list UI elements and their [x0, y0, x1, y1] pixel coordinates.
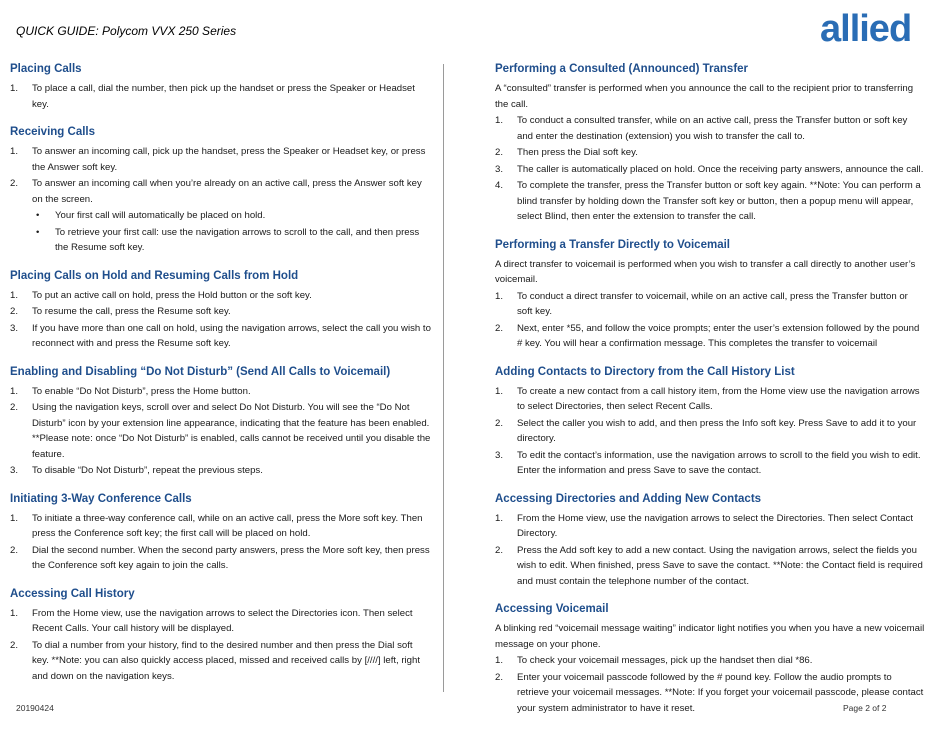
steps-list — [10, 511, 432, 574]
section-heading: Adding Contacts to Directory from the Call History List — [495, 365, 795, 378]
step-number: 3. — [495, 163, 504, 175]
section-intro: A “consulted” transfer is performed when you announce the call to the recipient prior to transferring the call. — [495, 83, 914, 110]
step-item — [495, 511, 925, 542]
section-heading: Placing Calls — [10, 63, 82, 75]
step-number: 1. — [495, 115, 504, 126]
steps-list — [10, 606, 432, 685]
steps-list — [10, 384, 432, 479]
step-number: 1. — [10, 289, 19, 301]
step-text: Using the navigation keys, scroll over and select Do Not Disturb. You will see the “Do Not Disturb” icon by your extension line appearance, indicating that the feature has been enabled. **Please note: once “Do Not Disturb” is enabled, calls cannot be received until you disable the feature. — [32, 402, 431, 460]
bullet-icon: • — [36, 210, 40, 221]
step-item — [495, 178, 925, 225]
section-performing-a-consulted-announced-transfer — [495, 62, 925, 225]
step-text: Then press the Dial soft key. — [517, 147, 638, 158]
section-enabling-and-disabling-do-not-disturb-send-all-calls-to-voicemail — [10, 365, 432, 479]
step-number: 4. — [495, 180, 504, 191]
step-number: 1. — [10, 512, 19, 524]
section-heading: Performing a Transfer Directly to Voicemail — [495, 238, 730, 251]
bullet-item — [10, 208, 432, 224]
steps-list — [495, 113, 925, 225]
step-item — [495, 113, 925, 144]
steps-list — [495, 384, 925, 479]
step-item — [10, 321, 432, 352]
step-number: 2. — [495, 671, 504, 683]
step-item — [10, 400, 432, 462]
section-initiating-3-way-conference-calls — [10, 492, 432, 574]
steps-list — [10, 81, 432, 112]
step-item — [10, 176, 432, 207]
step-number: 1. — [495, 290, 504, 302]
step-text: Dial the second number. When the second party answers, press the More soft key, then press the Conference soft key again to join the calls. — [32, 544, 430, 571]
step-text: Select the caller you wish to add, and then press the Info soft key. Press Save to add it to your directory. — [517, 417, 917, 444]
section-intro: A blinking red “voicemail message waiting” indicator light notifies you when you have a new voicemail message on your phone. — [495, 623, 925, 650]
bullet-icon: • — [36, 226, 40, 238]
step-text: To check your voicemail messages, pick up the handset then dial *86. — [517, 655, 813, 666]
step-number: 3. — [10, 465, 19, 476]
document-title: QUICK GUIDE: Polycom VVX 250 Series — [16, 24, 237, 38]
step-item — [495, 321, 925, 352]
step-item — [495, 145, 925, 161]
steps-list — [495, 511, 925, 590]
left-column — [10, 62, 432, 697]
step-text: To conduct a direct transfer to voicemail, while on an active call, press the Transfer button or soft key. — [517, 290, 908, 317]
step-text: To answer an incoming call, pick up the handset, press the Speaker or Headset key, or press the Answer soft key. — [32, 146, 426, 173]
step-item — [10, 144, 432, 175]
step-text: Enter your voicemail passcode followed by the # pound key. Follow the audio prompts to retrieve your voicemail messages. **Note: If you forget your voicemail passcode, please contact your system administrator to have it reset. — [517, 671, 924, 714]
step-item — [495, 543, 925, 590]
step-item — [495, 448, 925, 479]
bullet-item — [10, 225, 432, 256]
section-accessing-directories-and-adding-new-contacts — [495, 492, 925, 590]
section-heading: Receiving Calls — [10, 126, 96, 138]
step-text: If you have more than one call on hold, using the navigation arrows, select the call you wish to reconnect with and press the Resume soft key. — [32, 322, 431, 349]
step-text: To enable “Do Not Disturb”, press the Home button. — [32, 385, 251, 397]
section-heading: Accessing Voicemail — [495, 603, 609, 615]
section-intro: A direct transfer to voicemail is performed when you wish to transfer a call directly to another user’s voicemail. — [495, 258, 916, 285]
section-heading: Accessing Call History — [10, 587, 135, 600]
step-item — [10, 463, 432, 479]
footer-date: 20190424 — [16, 703, 54, 713]
section-performing-a-transfer-directly-to-voicemail — [495, 238, 925, 352]
step-number: 2. — [10, 639, 19, 651]
step-text: To create a new contact from a call history item, from the Home view use the navigation arrows to select Directories, then select Recent Calls. — [517, 385, 920, 412]
step-number: 2. — [495, 147, 504, 158]
step-item — [495, 384, 925, 415]
step-text: To resume the call, press the Resume soft key. — [32, 306, 231, 317]
step-number: 1. — [495, 655, 504, 666]
step-number: 2. — [495, 322, 504, 334]
step-item — [10, 543, 432, 574]
step-number: 2. — [10, 306, 19, 317]
section-receiving-calls — [10, 125, 432, 256]
steps-list — [10, 144, 432, 256]
step-text: From the Home view, use the navigation arrows to select the Directories. Then select Contact Directory. — [517, 512, 914, 539]
step-number: 2. — [495, 544, 504, 556]
step-text: To put an active call on hold, press the Hold button or the soft key. — [32, 289, 312, 301]
steps-list — [495, 289, 925, 352]
step-text: To initiate a three-way conference call, while on an active call, press the More soft key. Then press the Conference soft key; the first call will be placed on hold. — [32, 512, 423, 539]
step-item — [495, 289, 925, 320]
step-text: To edit the contact’s information, use the navigation arrows to scroll to the field you wish to edit. Enter the information and press Save to save the contact. — [517, 449, 921, 476]
step-item — [10, 606, 432, 637]
step-number: 2. — [10, 544, 19, 556]
section-adding-contacts-to-directory-from-the-call-history-list — [495, 365, 925, 479]
column-divider — [443, 64, 444, 692]
step-item — [10, 288, 432, 304]
section-accessing-voicemail — [495, 602, 925, 716]
step-text: Press the Add soft key to add a new contact. Using the navigation arrows, select the fields you wish to edit. When finished, press Save to save the contact. **Note: the Contact field is required and must contain the telephone number of the contact. — [517, 544, 923, 587]
step-number: 1. — [10, 146, 19, 157]
step-number: 3. — [10, 322, 19, 334]
bullet-text: Your first call will automatically be placed on hold. — [55, 210, 266, 221]
bullet-text: To retrieve your first call: use the navigation arrows to scroll to the call, and then press the Resume soft key. — [55, 226, 420, 253]
step-number: 1. — [10, 83, 19, 94]
step-text: To complete the transfer, press the Transfer button or soft key again. **Note: You can perform a blind transfer by holding down the Transfer soft key or button, then a popup menu will appear, select Blind, then enter the extension to transfer the call. — [517, 180, 921, 222]
step-item — [10, 511, 432, 542]
step-number: 1. — [495, 385, 504, 397]
step-text: To place a call, dial the number, then pick up the handset or press the Speaker or Headset key. — [32, 83, 415, 110]
step-item — [10, 304, 432, 320]
page-number: Page 2 of 2 — [843, 703, 887, 713]
step-text: To answer an incoming call when you’re already on an active call, press the Answer soft key on the screen. — [32, 178, 422, 205]
step-item — [495, 162, 925, 178]
section-heading: Enabling and Disabling “Do Not Disturb” (Send All Calls to Voicemail) — [10, 365, 391, 378]
step-text: To conduct a consulted transfer, while on an active call, press the Transfer button or soft key and enter the destination (extension) you wish to transfer the call to. — [517, 115, 908, 142]
right-column — [495, 62, 925, 729]
step-text: To dial a number from your history, find to the desired number and then press the Dial soft key. **Note: you can also quickly access placed, missed and received calls by [////] left, right and down on the navigation keys. — [32, 639, 421, 682]
section-accessing-call-history — [10, 587, 432, 685]
step-item — [10, 81, 432, 112]
step-number: 1. — [10, 385, 19, 397]
step-number: 2. — [10, 178, 19, 189]
bullet-list — [10, 208, 432, 256]
step-number: 1. — [495, 512, 504, 524]
step-text: From the Home view, use the navigation arrows to select the Directories icon. Then select Recent Calls. Your call history will be displayed. — [32, 607, 413, 634]
section-heading: Initiating 3-Way Conference Calls — [10, 492, 192, 505]
section-heading: Accessing Directories and Adding New Contacts — [495, 492, 762, 505]
step-number: 3. — [495, 449, 504, 461]
steps-list — [10, 288, 432, 352]
step-item — [10, 384, 432, 400]
step-number: 2. — [495, 417, 504, 429]
step-text: Next, enter *55, and follow the voice prompts; enter the user’s extension followed by the pound # key. You will hear a confirmation message. This completes the transfer to voicemail — [517, 322, 920, 349]
section-heading: Placing Calls on Hold and Resuming Calls from Hold — [10, 269, 299, 282]
step-text: The caller is automatically placed on hold. Once the receiving party answers, announce the call. — [517, 163, 924, 175]
step-text: To disable “Do Not Disturb”, repeat the previous steps. — [32, 465, 263, 476]
step-item — [10, 638, 432, 685]
step-item — [495, 653, 925, 669]
step-number: 1. — [10, 607, 19, 619]
section-placing-calls — [10, 62, 432, 112]
section-placing-calls-on-hold-and-resuming-calls-from-hold — [10, 269, 432, 352]
allied-logo: allied — [820, 8, 912, 50]
step-number: 2. — [10, 402, 19, 413]
section-heading: Performing a Consulted (Announced) Transfer — [495, 63, 749, 75]
step-item — [495, 416, 925, 447]
